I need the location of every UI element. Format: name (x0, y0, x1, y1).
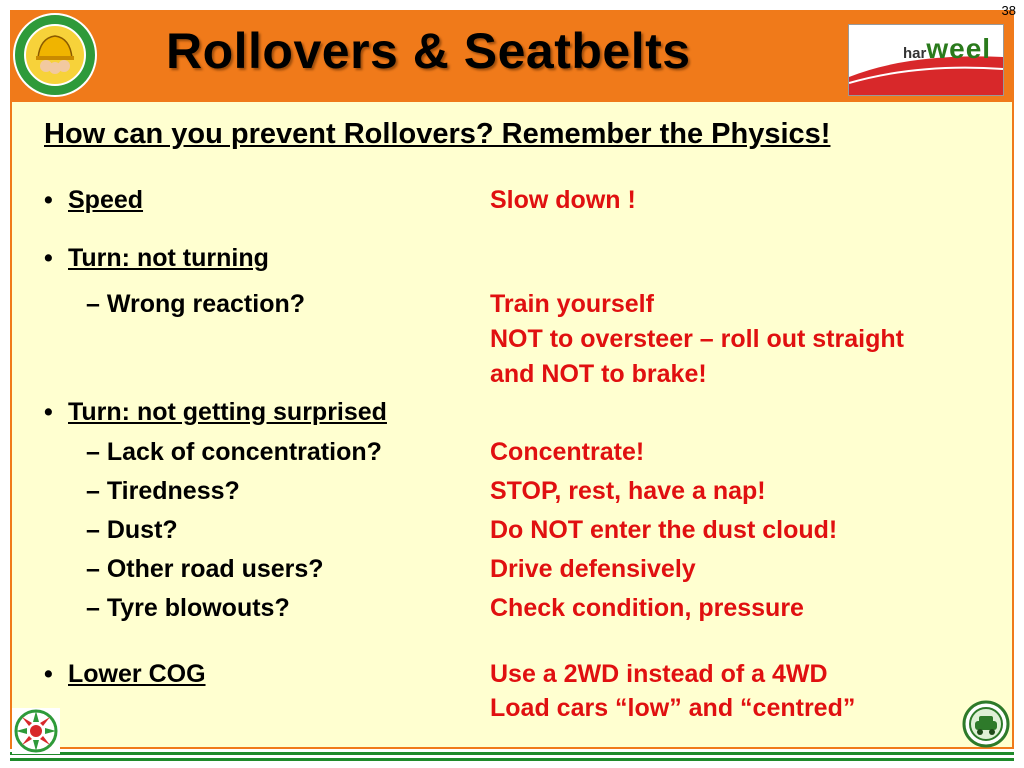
bullet-icon: • (44, 186, 53, 214)
bottom-stripe (10, 758, 1014, 761)
harweel-wordmark (903, 33, 991, 65)
item-answer-tiredness: STOP, rest, have a nap! (490, 477, 766, 505)
slide-number: 38 (1001, 3, 1016, 18)
item-label-tiredness: – Tiredness? (86, 477, 240, 505)
bottom-left-logo (12, 708, 60, 754)
item-label-wrong-reaction: – Wrong reaction? (86, 290, 306, 318)
item-answer-wrong-reaction-1: Train yourself (490, 290, 654, 318)
item-answer-other-road-users: Drive defensively (490, 555, 696, 583)
safety-is-teamwork-logo (12, 12, 98, 98)
harweel-large: weel (926, 33, 992, 64)
bullet-icon: • (44, 244, 53, 272)
item-answer-lower-cog-1: Use a 2WD instead of a 4WD (490, 660, 828, 688)
bottom-right-logo (962, 700, 1010, 748)
item-answer-tyre-blowouts: Check condition, pressure (490, 594, 804, 622)
item-answer-wrong-reaction-2: NOT to oversteer – roll out straight (490, 325, 904, 353)
item-answer-dust: Do NOT enter the dust cloud! (490, 516, 838, 544)
item-label-speed: Speed (68, 186, 144, 214)
harweel-logo (848, 24, 1004, 96)
item-label-turn-not-surprised: Turn: not getting surprised (68, 398, 387, 426)
item-label-dust: – Dust? (86, 516, 178, 544)
subtitle: How can you prevent Rollovers? Remember the Physics! (44, 118, 831, 150)
item-label-lower-cog: Lower COG (68, 660, 206, 688)
page-title: Rollovers & Seatbelts (166, 23, 691, 79)
bullet-icon: • (44, 660, 53, 688)
bullet-icon: • (44, 398, 53, 426)
item-label-other-road-users: – Other road users? (86, 555, 324, 583)
item-label-turn-not-turning: Turn: not turning (68, 244, 269, 272)
item-answer-lack-concentration: Concentrate! (490, 438, 645, 466)
bottom-stripe (10, 752, 1014, 755)
item-label-lack-concentration: – Lack of concentration? (86, 438, 382, 466)
harweel-small: har (903, 45, 927, 62)
item-answer-lower-cog-2: Load cars “low” and “centred” (490, 694, 856, 722)
item-answer-wrong-reaction-3: and NOT to brake! (490, 360, 707, 388)
item-label-tyre-blowouts: – Tyre blowouts? (86, 594, 290, 622)
item-answer-speed: Slow down ! (490, 186, 636, 214)
